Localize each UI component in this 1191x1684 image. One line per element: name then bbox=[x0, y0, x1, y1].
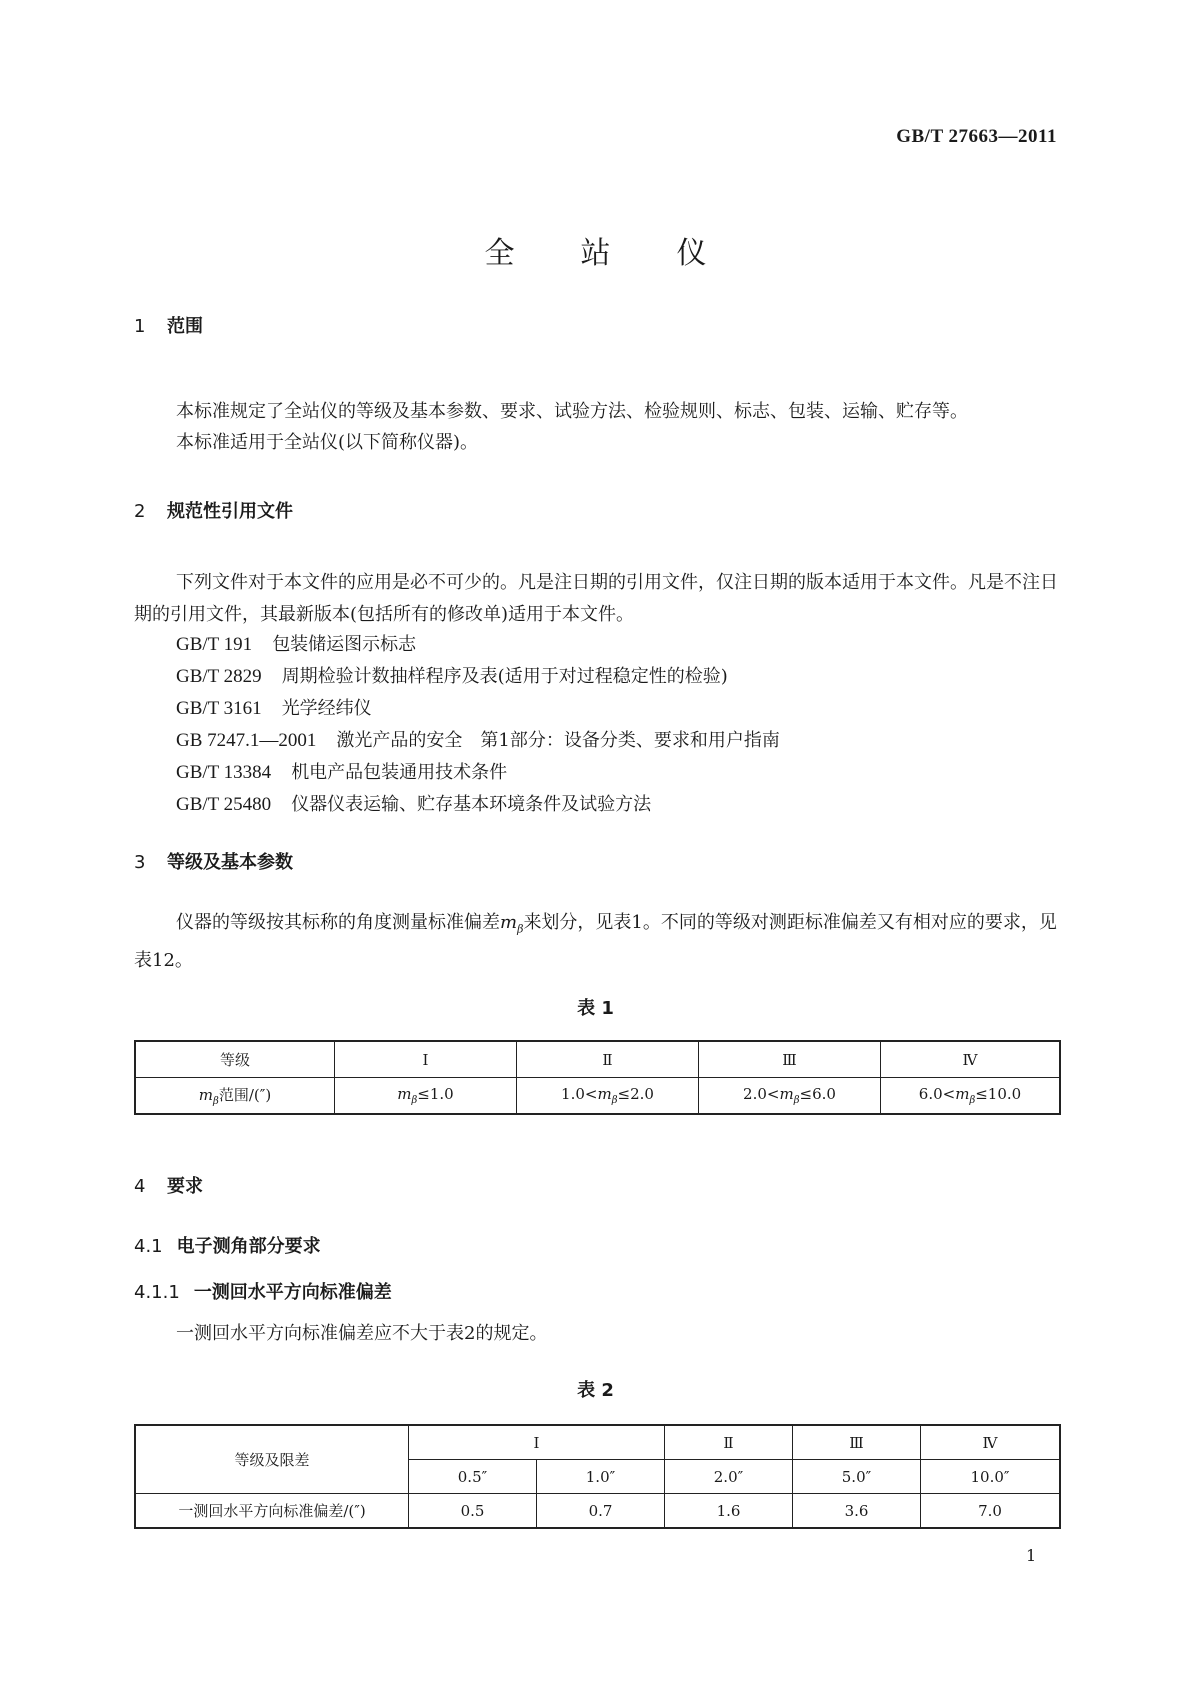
table-cell bbox=[699, 1078, 881, 1115]
symbol-m: m bbox=[198, 1086, 214, 1104]
paragraph: 本标准适用于全站仪(以下简称仪器)。 bbox=[176, 432, 479, 453]
section-4-1-heading bbox=[134, 1232, 321, 1258]
reference-item bbox=[176, 694, 372, 720]
reference-title: 周期检验计数抽样程序及表(适用于对过程稳定性的检验) bbox=[281, 666, 728, 687]
table-row bbox=[135, 1494, 1060, 1529]
table-header-cell: Ⅱ bbox=[665, 1425, 793, 1460]
table-header-cell: Ⅳ bbox=[881, 1041, 1061, 1078]
section-1-heading bbox=[134, 312, 203, 338]
symbol-subscript: β bbox=[969, 1095, 976, 1106]
symbol-subscript: β bbox=[213, 1096, 219, 1107]
table-header-cell: Ⅰ bbox=[335, 1041, 517, 1078]
table-cell: 0.5 bbox=[409, 1494, 537, 1529]
table-corner-cell: 等级及限差 bbox=[135, 1425, 409, 1494]
section-title: 一测回水平方向标准偏差 bbox=[193, 1282, 392, 1303]
symbol-subscript: β bbox=[793, 1095, 800, 1106]
reference-item bbox=[176, 662, 728, 688]
section-4-1-1-heading bbox=[134, 1278, 392, 1304]
section-number: 1 bbox=[134, 316, 146, 337]
cell-text: 2.0< bbox=[743, 1085, 780, 1103]
reference-title: 激光产品的安全 第1部分：设备分类、要求和用户指南 bbox=[336, 730, 780, 751]
title-char: 全 bbox=[484, 236, 515, 271]
reference-title: 机电产品包装通用技术条件 bbox=[291, 762, 508, 783]
text-run: 来划分，见表1。不同的等级对测距标准偏差又有相对应的要求，见表12。 bbox=[134, 912, 1057, 972]
table-row-label: 一测回水平方向标准偏差/(″) bbox=[135, 1494, 409, 1529]
table-header-cell: 10.0″ bbox=[921, 1460, 1061, 1494]
section-number: 4 bbox=[134, 1176, 146, 1197]
section-number: 3 bbox=[134, 852, 146, 873]
symbol-m: m bbox=[955, 1085, 970, 1103]
symbol-subscript: β bbox=[411, 1095, 418, 1106]
table-header-cell: Ⅰ bbox=[409, 1425, 665, 1460]
section-3-heading bbox=[134, 848, 293, 874]
reference-code: GB/T 25480 bbox=[176, 794, 272, 815]
paragraph: 下列文件对于本文件的应用是必不可少的。凡是注日期的引用文件，仅注日期的版本适用于本文件。凡是不注日期的引用文件，其最新版本(包括所有的修改单)适用于本文件。 bbox=[134, 572, 1058, 625]
table-2 bbox=[134, 1424, 1061, 1529]
symbol-m: m bbox=[779, 1085, 794, 1103]
reference-code: GB/T 191 bbox=[176, 634, 253, 655]
paragraph: 一测回水平方向标准偏差应不大于表2的规定。 bbox=[176, 1323, 548, 1344]
reference-title: 包装储运图示标志 bbox=[272, 634, 417, 655]
page-number: 1 bbox=[1026, 1546, 1037, 1565]
table-cell: 1.6 bbox=[665, 1494, 793, 1529]
table-header-cell: Ⅲ bbox=[699, 1041, 881, 1078]
reference-code: GB/T 2829 bbox=[176, 666, 262, 687]
table-cell bbox=[335, 1078, 517, 1115]
symbol-subscript: β bbox=[517, 922, 524, 936]
section-number: 4.1.1 bbox=[134, 1282, 180, 1303]
reference-code: GB/T 3161 bbox=[176, 698, 262, 719]
section-title: 范围 bbox=[167, 316, 203, 337]
symbol-m: m bbox=[500, 912, 518, 933]
cell-text: ≤10.0 bbox=[975, 1085, 1022, 1103]
table-cell bbox=[517, 1078, 699, 1115]
table-header-cell: Ⅲ bbox=[793, 1425, 921, 1460]
cell-text: 1.0< bbox=[561, 1085, 598, 1103]
table-header-cell: Ⅱ bbox=[517, 1041, 699, 1078]
table-header-cell: 2.0″ bbox=[665, 1460, 793, 1494]
title-char: 仪 bbox=[676, 236, 707, 271]
table-row-label bbox=[135, 1078, 335, 1115]
table-header-cell: 5.0″ bbox=[793, 1460, 921, 1494]
table-cell: 7.0 bbox=[921, 1494, 1061, 1529]
table-cell bbox=[881, 1078, 1061, 1115]
page-title bbox=[0, 228, 1191, 272]
section-2-heading bbox=[134, 497, 293, 523]
section-4-heading bbox=[134, 1172, 203, 1198]
section-number: 4.1 bbox=[134, 1236, 163, 1257]
symbol-m: m bbox=[397, 1085, 412, 1103]
table-row bbox=[135, 1078, 1060, 1115]
text-run: 仪器的等级按其标称的角度测量标准偏差 bbox=[176, 912, 500, 933]
standard-number: GB/T 27663—2011 bbox=[896, 126, 1057, 147]
cell-text: ≤6.0 bbox=[799, 1085, 836, 1103]
symbol-m: m bbox=[597, 1085, 612, 1103]
reference-code: GB/T 13384 bbox=[176, 762, 272, 783]
table-row bbox=[135, 1425, 1060, 1460]
cell-text: ≤1.0 bbox=[417, 1085, 454, 1103]
paragraph bbox=[134, 907, 1060, 977]
reference-title: 光学经纬仪 bbox=[281, 698, 372, 719]
paragraph: 本标准规定了全站仪的等级及基本参数、要求、试验方法、检验规则、标志、包装、运输、贮存等。 bbox=[176, 401, 968, 422]
table-header-cell: Ⅳ bbox=[921, 1425, 1061, 1460]
reference-item bbox=[176, 790, 651, 816]
reference-code: GB 7247.1—2001 bbox=[176, 730, 317, 751]
reference-item bbox=[176, 630, 416, 656]
reference-title: 仪器仪表运输、贮存基本环境条件及试验方法 bbox=[291, 794, 652, 815]
table-cell: 3.6 bbox=[793, 1494, 921, 1529]
table-1-caption: 表 1 bbox=[577, 998, 614, 1019]
table-2-caption: 表 2 bbox=[577, 1380, 614, 1401]
reference-item bbox=[176, 758, 507, 784]
row-label-text: 范围/(″) bbox=[218, 1086, 272, 1104]
table-header-cell: 0.5″ bbox=[409, 1460, 537, 1494]
table-cell: 0.7 bbox=[537, 1494, 665, 1529]
table-header-cell: 1.0″ bbox=[537, 1460, 665, 1494]
reference-item bbox=[176, 726, 780, 752]
cell-text: ≤2.0 bbox=[617, 1085, 654, 1103]
table-row bbox=[135, 1041, 1060, 1078]
table-1 bbox=[134, 1040, 1061, 1115]
section-number: 2 bbox=[134, 501, 146, 522]
section-title: 要求 bbox=[167, 1176, 203, 1197]
section-title: 等级及基本参数 bbox=[167, 852, 293, 873]
section-title: 电子测角部分要求 bbox=[176, 1236, 321, 1257]
symbol-subscript: β bbox=[611, 1095, 618, 1106]
title-char: 站 bbox=[580, 236, 611, 271]
section-title: 规范性引用文件 bbox=[167, 501, 293, 522]
table-header-cell: 等级 bbox=[135, 1041, 335, 1078]
cell-text: 6.0< bbox=[918, 1085, 956, 1103]
